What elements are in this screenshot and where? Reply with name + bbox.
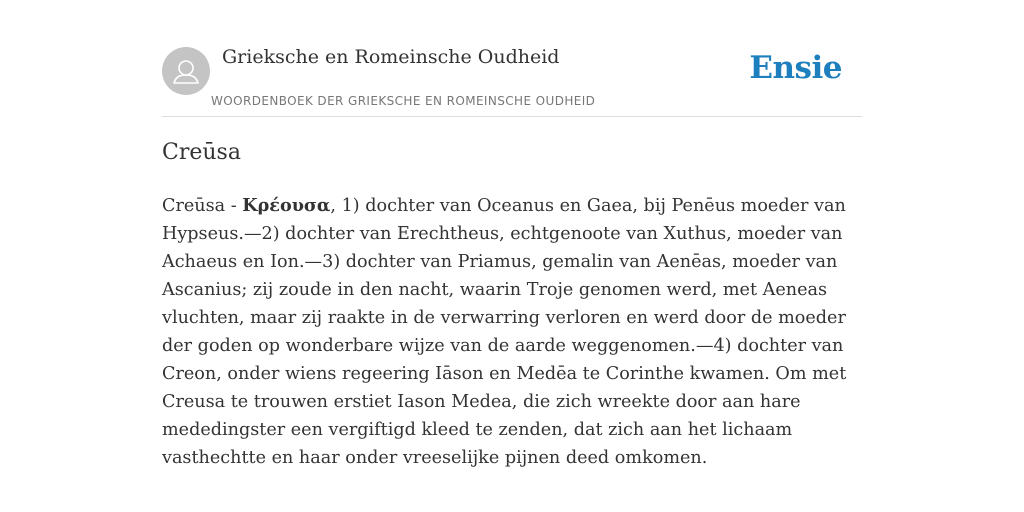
source-header bbox=[162, 44, 862, 117]
definition-text: , 1) dochter van Oceanus en Gaea, bij Penēus moeder van Hypseus.—2) dochter van Erechtheus, echtgenoote van Xuthus, moeder van Achaeus en Ion.—3) dochter van Priamus, gemalin van Aenēas, moeder van Ascanius; zij zoude in den nacht, waarin Troje genomen werd, met Aeneas vluchten, maar zij raakte in de verwarring verloren en werd door de moeder der goden op wonderbare wijze van de aarde weggenomen.—4) dochter van Creon, onder wiens regeering Iāson en Medēa te Corinthe kwamen. Om met Creusa te trouwen erstiet Iason Medea, die zich wreekte door aan hare mededingster een vergiftigd kleed te zenden, dat zich aan het lichaam vasthechtte en haar onder vreeselijke pijnen deed omkomen. bbox=[162, 196, 847, 468]
ensie-logo[interactable]: Ensie bbox=[749, 50, 842, 86]
avatar[interactable] bbox=[162, 47, 210, 95]
source-subtitle: WOORDENBOEK DER GRIEKSCHE EN ROMEINSCHE OUDHEID bbox=[211, 94, 596, 108]
entry-title: Creūsa bbox=[162, 140, 241, 165]
definition-separator: - bbox=[225, 196, 243, 216]
definition-headword: Creūsa bbox=[162, 196, 226, 216]
user-icon bbox=[162, 47, 210, 95]
source-title[interactable]: Grieksche en Romeinsche Oudheid bbox=[222, 46, 560, 68]
definition-greek-term: Κρέουσα bbox=[242, 195, 331, 216]
entry-definition bbox=[162, 192, 862, 472]
